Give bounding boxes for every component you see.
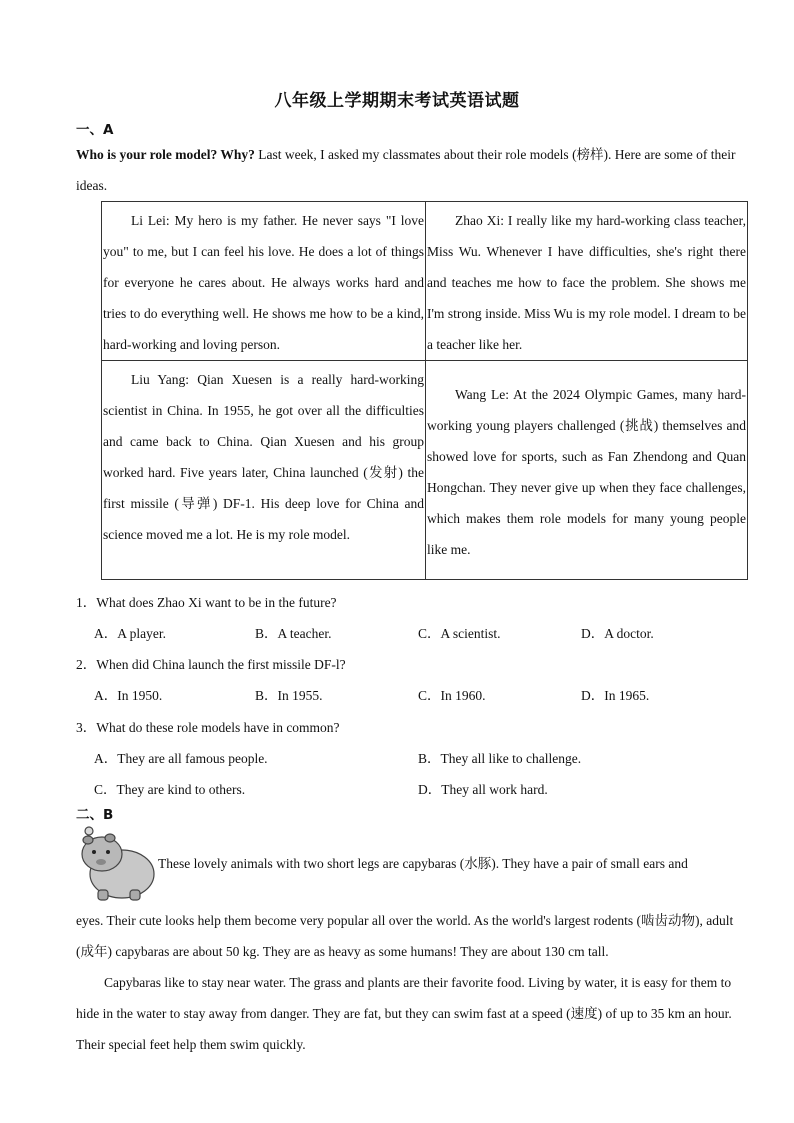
cell-liu-yang: Liu Yang: Qian Xuesen is a really hard-working scientist in China. In 1955, he got over all the difficulties and came back to China. Qian Xuesen and his group worked hard. Five years later, China launched (发射) the first missile (导弹) DF-1. His deep love for China and science moved me a lot. He is my role model. xyxy=(102,361,426,580)
section-a-intro xyxy=(76,139,748,201)
cell-zhao-xi: Zhao Xi: I really like my hard-working class teacher, Miss Wu. Whenever I have difficulties, she's right there and teaches me how to face the problem. She shows me I'm strong inside. Miss Wu is my role model. I dream to be a teacher like her. xyxy=(426,202,748,361)
q2-option-b: B．In 1955. xyxy=(255,688,323,703)
cell-wang-le: Wang Le: At the 2024 Olympic Games, many hard-working young players challenged (挑战) themselves and showed love for sports, such as Fan Zhendong and Quan Hongchan. They never give up when they face challenges, which makes them role models for many young people like me. xyxy=(426,361,748,580)
question-1: 1．What does Zhao Xi want to be in the future? xyxy=(76,595,337,610)
section-a-heading: 一、A xyxy=(76,122,114,138)
q1-option-d: D．A doctor. xyxy=(581,626,654,641)
q2-option-c: C．In 1960. xyxy=(418,688,486,703)
q2-option-a: A．In 1950. xyxy=(94,688,163,703)
q1-option-c: C．A scientist. xyxy=(418,626,501,641)
question-2: 2．When did China launch the first missile DF-l? xyxy=(76,657,346,672)
capybara-paragraph-1: eyes. Their cute looks help them become very popular all over the world. As the world's largest rodents (啮齿动物), adult (成年) capybaras are about 50 kg. They are as heavy as some humans! They are about 130 cm tall. xyxy=(76,913,734,959)
cell-li-lei: Li Lei: My hero is my father. He never says "I love you" to me, but I can feel his love. He does a lot of things for everyone he cares about. He always works hard and tries to do everything well. He shows me how to be a kind, hard-working and loving person. xyxy=(102,202,426,361)
q3-option-c: C．They are kind to others. xyxy=(94,782,246,797)
q3-option-a: A．They are all famous people. xyxy=(94,751,268,766)
q1-option-b: B．A teacher. xyxy=(255,626,332,641)
q2-option-d: D．In 1965. xyxy=(581,688,650,703)
capybara-illustration xyxy=(76,826,158,904)
intro-bold-question: Who is your role model? Why? xyxy=(76,147,255,162)
q1-option-a: A．A player. xyxy=(94,626,166,641)
q3-option-b: B．They all like to challenge. xyxy=(418,751,582,766)
role-model-table xyxy=(101,201,748,580)
section-b-heading: 二、B xyxy=(76,807,114,823)
capybara-line-1: These lovely animals with two short legs are capybaras (水豚). They have a pair of small ears and xyxy=(158,856,688,871)
intro-text: Last week, I asked my classmates about their role models (榜样). Here are some of their ideas. xyxy=(76,147,736,193)
page-title: 八年级上学期期末考试英语试题 xyxy=(274,91,520,111)
q3-option-d: D．They all work hard. xyxy=(418,782,548,797)
question-3: 3．What do these role models have in common? xyxy=(76,720,340,735)
capybara-paragraph-2: Capybaras like to stay near water. The grass and plants are their favorite food. Living by water, it is easy for them to hide in the water to stay away from danger. They are fat, but they can swim fast at a speed (速度) of up to 35 km an hour. Their special feet help them swim quickly. xyxy=(76,975,732,1052)
